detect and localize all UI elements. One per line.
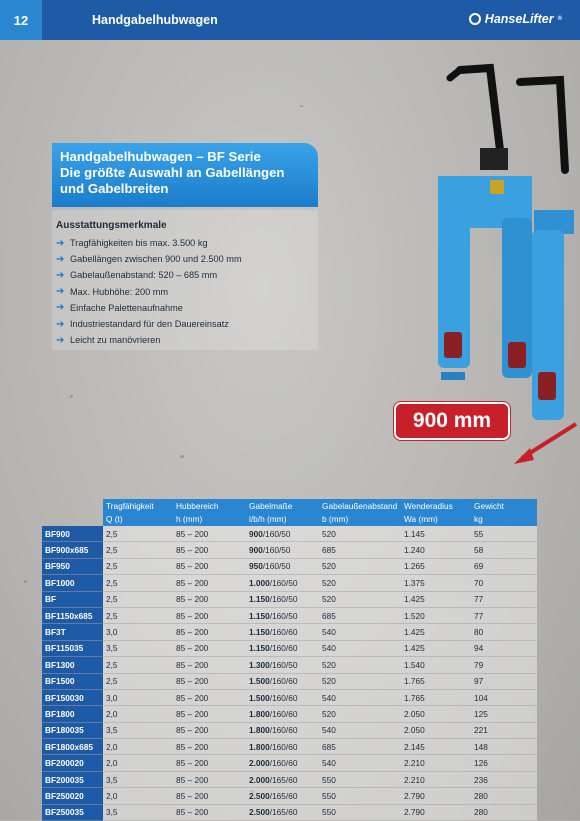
capacity-cell: 3,5 <box>103 771 173 787</box>
table-row <box>42 526 537 542</box>
fork-dimensions: /160/50 <box>262 561 291 572</box>
fork-dimensions: /160/50 <box>269 659 298 670</box>
lift-cell: 85 – 200 <box>173 706 246 722</box>
model-cell: BF200035 <box>42 771 103 787</box>
weight-cell: 97 <box>471 673 537 689</box>
weight-cell: 58 <box>471 542 537 558</box>
weight-cell: 104 <box>471 689 537 705</box>
radius-cell: 1.265 <box>401 558 471 574</box>
lift-cell: 85 – 200 <box>173 689 246 705</box>
capacity-cell: 2,5 <box>103 657 173 673</box>
radius-cell: 2.145 <box>401 739 471 755</box>
capacity-cell: 2,5 <box>103 673 173 689</box>
arrow-right-icon: ➔ <box>56 302 65 314</box>
arrow-right-icon: ➔ <box>56 318 65 330</box>
model-cell: BF <box>42 591 103 607</box>
weight-cell: 125 <box>471 706 537 722</box>
fork-cell <box>246 640 319 656</box>
fork-length: 1.800 <box>249 725 270 736</box>
fork-cell <box>246 558 319 574</box>
radius-cell: 1.145 <box>401 526 471 542</box>
fork-cell <box>246 657 319 673</box>
header-lift: Hubbereich <box>173 499 246 513</box>
fork-dimensions: /165/60 <box>269 790 298 801</box>
fork-dimensions: /160/50 <box>269 594 298 605</box>
spread-cell: 520 <box>319 526 401 542</box>
spread-cell: 520 <box>319 575 401 591</box>
capacity-cell: 2,5 <box>103 558 173 574</box>
table-row <box>42 771 537 787</box>
fork-dimensions: /160/60 <box>269 676 298 687</box>
lift-cell: 85 – 200 <box>173 657 246 673</box>
product-title-line-1: Handgabelhubwagen – BF Serie <box>60 149 261 164</box>
arrow-right-icon: ➔ <box>56 253 65 265</box>
features-box <box>52 210 318 350</box>
fork-dimensions: /160/60 <box>269 758 298 769</box>
header-fork-unit: l/b/h (mm) <box>246 513 319 527</box>
spec-table-header <box>42 499 537 526</box>
model-cell: BF150030 <box>42 689 103 705</box>
spread-cell: 520 <box>319 673 401 689</box>
table-row <box>42 591 537 607</box>
spread-cell: 520 <box>319 591 401 607</box>
radius-cell: 1.765 <box>401 689 471 705</box>
spread-cell: 520 <box>319 657 401 673</box>
fork-dimensions: /160/60 <box>269 627 298 638</box>
fork-dimensions: /160/50 <box>269 577 298 588</box>
fork-length: 1.800 <box>249 708 270 719</box>
capacity-cell: 3,5 <box>103 722 173 738</box>
fork-cell <box>246 722 319 738</box>
header-lift-unit: h (mm) <box>173 513 246 527</box>
table-row <box>42 624 537 640</box>
lift-cell: 85 – 200 <box>173 624 246 640</box>
spread-cell: 520 <box>319 706 401 722</box>
model-cell: BF1000 <box>42 575 103 591</box>
feature-item: ➔ Gabellängen zwischen 900 und 2.500 mm <box>56 253 242 265</box>
spread-cell: 540 <box>319 722 401 738</box>
table-row <box>42 706 537 722</box>
table-row <box>42 739 537 755</box>
fork-dimensions: /165/60 <box>269 774 298 785</box>
fork-length: 1.000 <box>249 577 270 588</box>
concrete-texture <box>300 105 303 107</box>
radius-cell: 1.240 <box>401 542 471 558</box>
spread-cell: 540 <box>319 640 401 656</box>
fork-cell <box>246 689 319 705</box>
fork-cell <box>246 673 319 689</box>
feature-item: ➔ Tragfähigkeiten bis max. 3.500 kg <box>56 237 208 249</box>
fork-length: 900 <box>249 528 263 539</box>
spread-cell: 550 <box>319 804 401 820</box>
table-row <box>42 788 537 804</box>
page-number: 12 <box>0 0 42 40</box>
capacity-cell: 2,5 <box>103 607 173 623</box>
fork-length: 1.300 <box>249 659 270 670</box>
radius-cell: 1.520 <box>401 607 471 623</box>
model-cell: BF900 <box>42 526 103 542</box>
table-row <box>42 575 537 591</box>
radius-cell: 1.375 <box>401 575 471 591</box>
fork-length: 1.150 <box>249 627 270 638</box>
product-title-line-3: und Gabelbreiten <box>60 181 169 196</box>
spread-cell: 550 <box>319 771 401 787</box>
fork-dimensions: /165/60 <box>269 807 298 818</box>
table-row <box>42 607 537 623</box>
capacity-cell: 2,5 <box>103 575 173 591</box>
fork-dimensions: /160/60 <box>269 692 298 703</box>
weight-cell: 70 <box>471 575 537 591</box>
capacity-cell: 3,0 <box>103 624 173 640</box>
fork-length: 1.150 <box>249 643 270 654</box>
model-cell: BF200020 <box>42 755 103 771</box>
weight-cell: 77 <box>471 607 537 623</box>
fork-length: 1.500 <box>249 692 270 703</box>
model-cell: BF900x685 <box>42 542 103 558</box>
fork-dimensions: /160/60 <box>269 741 298 752</box>
concrete-texture <box>180 455 184 458</box>
table-row <box>42 673 537 689</box>
lift-cell: 85 – 200 <box>173 804 246 820</box>
table-row <box>42 689 537 705</box>
radius-cell: 2.050 <box>401 706 471 722</box>
table-row <box>42 804 537 820</box>
feature-item: ➔ Leicht zu manövrieren <box>56 334 161 346</box>
brand-name: HanseLifter <box>484 12 554 26</box>
table-row <box>42 755 537 771</box>
radius-cell: 1.765 <box>401 673 471 689</box>
feature-item: ➔ Industriestandard für den Dauereinsatz <box>56 318 229 330</box>
fork-length: 900 <box>249 545 263 556</box>
radius-cell: 1.540 <box>401 657 471 673</box>
weight-cell: 148 <box>471 739 537 755</box>
capacity-cell: 2,0 <box>103 755 173 771</box>
spec-table <box>42 499 537 821</box>
lift-cell: 85 – 200 <box>173 640 246 656</box>
capacity-cell: 2,5 <box>103 591 173 607</box>
capacity-cell: 2,5 <box>103 542 173 558</box>
header-fork: Gabelmaße <box>246 499 319 513</box>
fork-length: 1.500 <box>249 676 270 687</box>
spread-cell: 685 <box>319 739 401 755</box>
fork-dimensions: /160/50 <box>262 528 291 539</box>
weight-cell: 55 <box>471 526 537 542</box>
fork-cell <box>246 804 319 820</box>
table-row <box>42 640 537 656</box>
fork-dimensions: /160/50 <box>262 545 291 556</box>
feature-item: ➔ Einfache Palettenaufnahme <box>56 302 183 314</box>
header-capacity: Tragfähigkeit <box>103 499 173 513</box>
capacity-cell: 3,5 <box>103 804 173 820</box>
radius-cell: 2.210 <box>401 755 471 771</box>
spec-table-body <box>42 526 537 821</box>
model-cell: BF1500 <box>42 673 103 689</box>
model-cell: BF1300 <box>42 657 103 673</box>
lift-cell: 85 – 200 <box>173 722 246 738</box>
pallet-truck-front <box>438 68 532 380</box>
fork-dimensions: /160/60 <box>269 643 298 654</box>
fork-cell <box>246 771 319 787</box>
model-cell: BF180035 <box>42 722 103 738</box>
spread-cell: 520 <box>319 558 401 574</box>
feature-item: ➔ Max. Hubhöhe: 200 mm <box>56 286 169 298</box>
lift-cell: 85 – 200 <box>173 755 246 771</box>
weight-cell: 236 <box>471 771 537 787</box>
product-title-box <box>52 143 318 207</box>
header-title: Handgabelhubwagen <box>92 13 218 27</box>
pointer-arrow <box>510 418 580 468</box>
capacity-cell: 3,0 <box>103 689 173 705</box>
fork-length: 2.500 <box>249 790 270 801</box>
model-cell: BF250020 <box>42 788 103 804</box>
fork-cell <box>246 607 319 623</box>
fork-dimensions: /160/60 <box>269 725 298 736</box>
model-cell: BF115035 <box>42 640 103 656</box>
arrow-right-icon: ➔ <box>56 286 65 298</box>
fork-length: 1.150 <box>249 594 270 605</box>
fork-length: 950 <box>249 561 263 572</box>
weight-cell: 79 <box>471 657 537 673</box>
feature-item: ➔ Gabelaußenabstand: 520 – 685 mm <box>56 269 218 281</box>
radius-cell: 1.425 <box>401 624 471 640</box>
table-row <box>42 542 537 558</box>
fork-cell <box>246 755 319 771</box>
lift-cell: 85 – 200 <box>173 558 246 574</box>
capacity-cell: 2,0 <box>103 788 173 804</box>
fork-length-badge: 900 mm <box>396 404 508 438</box>
header-weight: Gewicht <box>471 499 537 513</box>
spread-cell: 685 <box>319 542 401 558</box>
header-radius: Wenderadius <box>401 499 471 513</box>
table-row <box>42 722 537 738</box>
lift-cell: 85 – 200 <box>173 542 246 558</box>
fork-length: 2.500 <box>249 807 270 818</box>
weight-cell: 77 <box>471 591 537 607</box>
concrete-texture <box>24 580 27 583</box>
model-cell: BF1800x685 <box>42 739 103 755</box>
fork-length: 1.150 <box>249 610 270 621</box>
capacity-cell: 3,5 <box>103 640 173 656</box>
model-cell: BF1800 <box>42 706 103 722</box>
fork-length: 2.000 <box>249 758 270 769</box>
registered-mark: ® <box>557 16 562 22</box>
lift-cell: 85 – 200 <box>173 575 246 591</box>
fork-cell <box>246 542 319 558</box>
capacity-cell: 2,0 <box>103 706 173 722</box>
fork-length: 1.800 <box>249 741 270 752</box>
radius-cell: 1.425 <box>401 640 471 656</box>
header-capacity-unit: Q (t) <box>103 513 173 527</box>
lift-cell: 85 – 200 <box>173 739 246 755</box>
arrow-right-icon: ➔ <box>56 269 65 281</box>
weight-cell: 94 <box>471 640 537 656</box>
weight-cell: 126 <box>471 755 537 771</box>
radius-cell: 2.210 <box>401 771 471 787</box>
fork-dimensions: /160/50 <box>269 610 298 621</box>
spread-cell: 540 <box>319 689 401 705</box>
lift-cell: 85 – 200 <box>173 526 246 542</box>
table-row <box>42 657 537 673</box>
fork-cell <box>246 739 319 755</box>
model-cell: BF250035 <box>42 804 103 820</box>
spread-cell: 685 <box>319 607 401 623</box>
lift-cell: 85 – 200 <box>173 607 246 623</box>
lift-cell: 85 – 200 <box>173 771 246 787</box>
lift-cell: 85 – 200 <box>173 673 246 689</box>
fork-cell <box>246 575 319 591</box>
fork-cell <box>246 526 319 542</box>
radius-cell: 2.790 <box>401 804 471 820</box>
spread-cell: 540 <box>319 755 401 771</box>
capacity-cell: 2,0 <box>103 739 173 755</box>
fork-cell <box>246 706 319 722</box>
model-cell: BF3T <box>42 624 103 640</box>
fork-cell <box>246 591 319 607</box>
table-row <box>42 558 537 574</box>
fork-length: 2.000 <box>249 774 270 785</box>
pallet-truck-image <box>420 0 580 440</box>
header-weight-unit: kg <box>471 513 537 527</box>
arrow-right-icon: ➔ <box>56 334 65 346</box>
concrete-texture <box>70 395 73 398</box>
fork-cell <box>246 788 319 804</box>
radius-cell: 2.790 <box>401 788 471 804</box>
fork-cell <box>246 624 319 640</box>
weight-cell: 69 <box>471 558 537 574</box>
features-title: Ausstattungsmerkmale <box>56 220 167 231</box>
radius-cell: 1.425 <box>401 591 471 607</box>
header-spread-unit: b (mm) <box>319 513 401 527</box>
lift-cell: 85 – 200 <box>173 591 246 607</box>
product-title-line-2: Die größte Auswahl an Gabellängen <box>60 165 285 180</box>
weight-cell: 280 <box>471 788 537 804</box>
header-spread: Gabelaußenabstand <box>319 499 401 513</box>
capacity-cell: 2,5 <box>103 526 173 542</box>
arrow-right-icon: ➔ <box>56 237 65 249</box>
weight-cell: 80 <box>471 624 537 640</box>
spread-cell: 550 <box>319 788 401 804</box>
model-cell: BF1150x685 <box>42 607 103 623</box>
header-radius-unit: Wa (mm) <box>401 513 471 527</box>
fork-dimensions: /160/60 <box>269 708 298 719</box>
lift-cell: 85 – 200 <box>173 788 246 804</box>
radius-cell: 2.050 <box>401 722 471 738</box>
weight-cell: 221 <box>471 722 537 738</box>
spread-cell: 540 <box>319 624 401 640</box>
model-cell: BF950 <box>42 558 103 574</box>
weight-cell: 280 <box>471 804 537 820</box>
